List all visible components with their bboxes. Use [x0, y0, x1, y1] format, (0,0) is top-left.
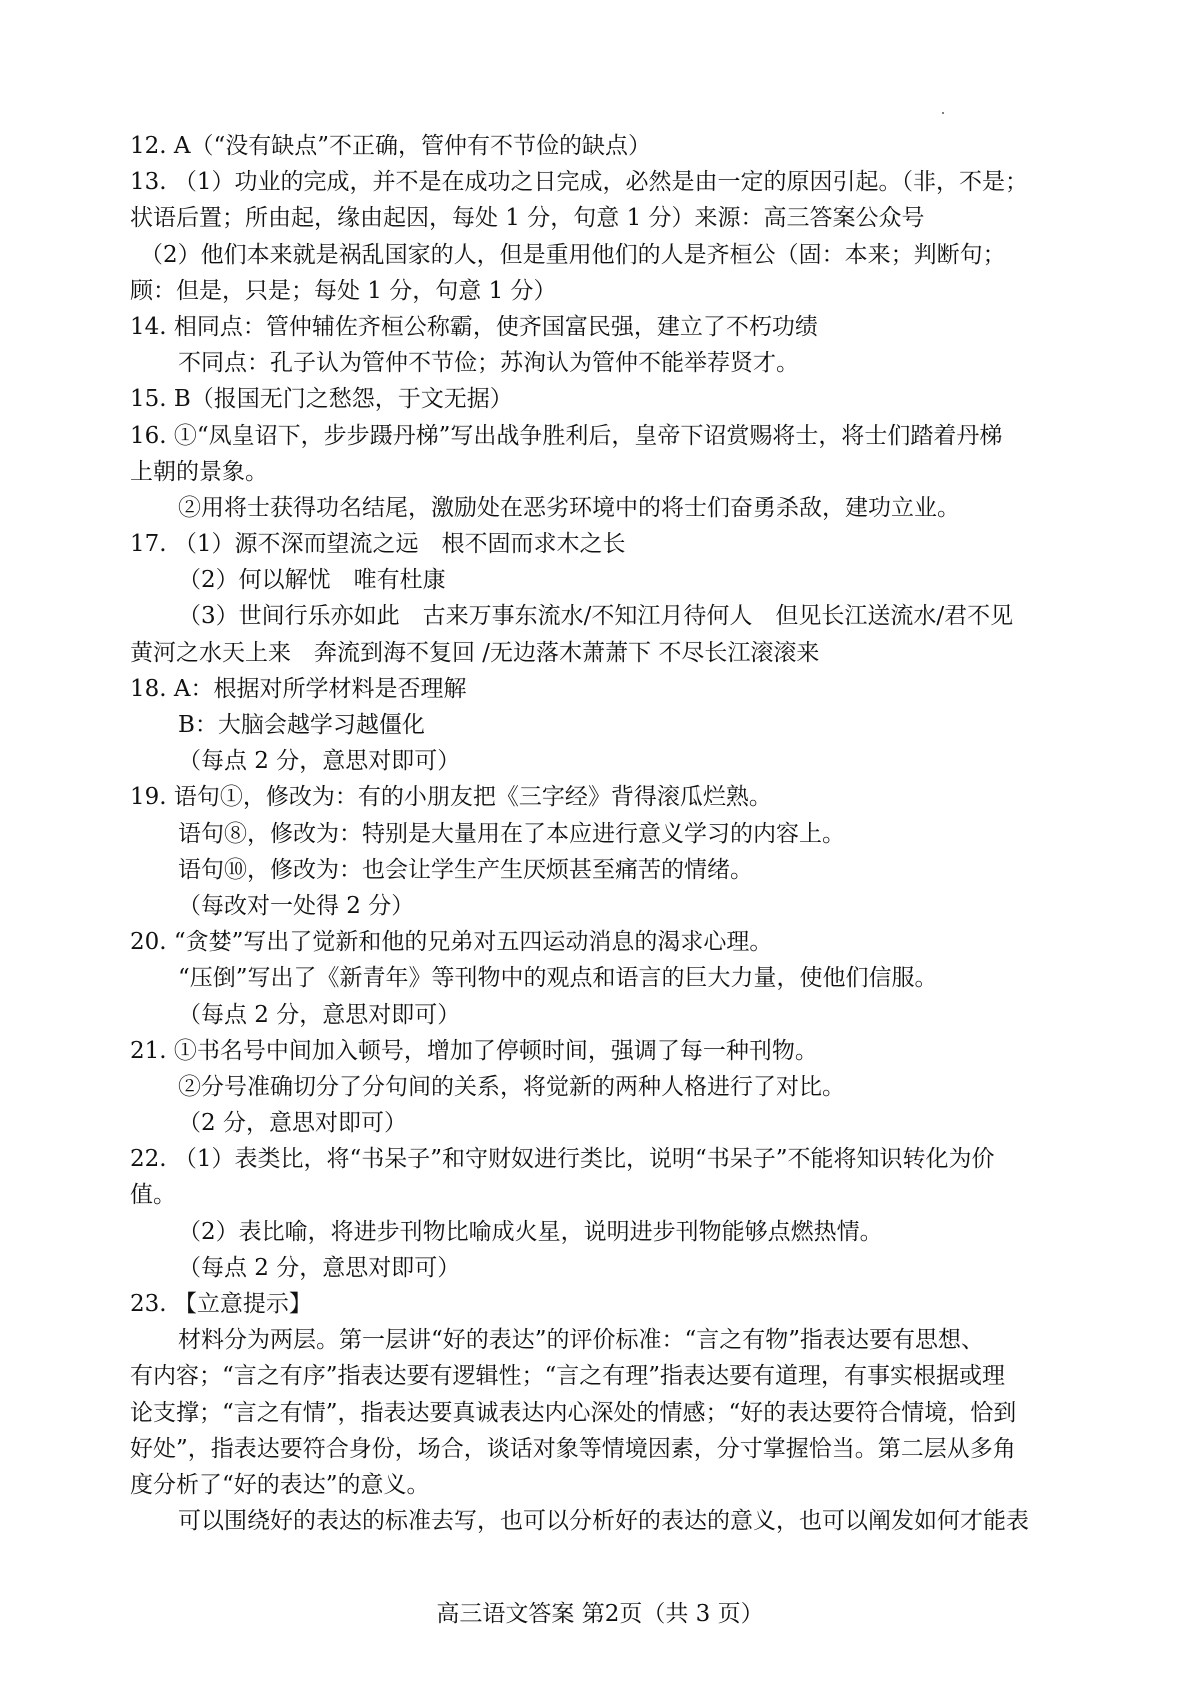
scan-speck: [942, 112, 944, 114]
answer-line: 不同点：孔子认为管仲不节俭；苏洵认为管仲不能举荐贤才。: [178, 350, 799, 377]
answer-line: 19. 语句①，修改为：有的小朋友把《三字经》背得滚瓜烂熟。: [130, 784, 772, 811]
answer-line: （每点 2 分，意思对即可）: [178, 1254, 461, 1281]
answer-line: 16. ①“凤皇诏下，步步蹑丹梯”写出战争胜利后，皇帝下诏赏赐将士，将士们踏着丹梯: [130, 422, 1003, 449]
answer-line: （2 分，意思对即可）: [178, 1110, 407, 1137]
answer-line: 材料分为两层。第一层讲“好的表达”的评价标准：“言之有物”指表达要有思想、: [178, 1327, 985, 1354]
answer-line: 22. （1）表类比，将“书呆子”和守财奴进行类比，说明“书呆子”不能将知识转化为价: [130, 1146, 995, 1173]
answer-line: 黄河之水天上来 奔流到海不复回 /无边落木萧萧下 不尽长江滚滚来: [130, 639, 820, 666]
answer-line: 21. ①书名号中间加入顿号，增加了停顿时间，强调了每一种刊物。: [130, 1037, 818, 1064]
answer-line: 好处”，指表达要符合身份，场合，谈话对象等情境因素，分寸掌握恰当。第二层从多角: [130, 1435, 1016, 1462]
answer-line: ②用将士获得功名结尾，激励处在恶劣环境中的将士们奋勇杀敌，建功立业。: [178, 494, 960, 521]
answer-line: 17. （1）源不深而望流之远 根不固而求木之长: [130, 531, 626, 558]
answer-line: 状语后置；所由起，缘由起因，每处 1 分，句意 1 分）来源：高三答案公众号: [130, 205, 925, 232]
answer-line: 值。: [130, 1182, 176, 1209]
answer-line: （每点 2 分，意思对即可）: [178, 1001, 461, 1028]
answer-line: 12. A（“没有缺点”不正确，管仲有不节俭的缺点）: [130, 133, 652, 159]
answer-line: B：大脑会越学习越僵化: [178, 712, 425, 738]
answer-line: 23. 【立意提示】: [130, 1291, 312, 1317]
answer-line: 论支撑；“言之有情”，指表达要真诚表达内心深处的情感；“好的表达要符合情境，恰到: [130, 1399, 1017, 1426]
answer-line: （每改对一处得 2 分）: [178, 892, 415, 919]
answer-line: 顾：但是，只是；每处 1 分，句意 1 分）: [130, 277, 557, 304]
answer-line: 18. A：根据对所学材料是否理解: [130, 675, 467, 702]
answer-line: 语句⑩，修改为：也会让学生产生厌烦甚至痛苦的情绪。: [178, 856, 753, 883]
answer-line: 20. “贪婪”写出了觉新和他的兄弟对五四运动消息的渴求心理。: [130, 929, 773, 956]
answer-line: 14. 相同点：管仲辅佐齐桓公称霸，使齐国富民强，建立了不朽功绩: [130, 313, 818, 340]
page-footer: 高三语文答案 第2页（共 3 页）: [436, 1601, 764, 1627]
answer-line: “压倒”写出了《新青年》等刊物中的观点和语言的巨大力量，使他们信服。: [178, 965, 938, 992]
answer-line: ②分号准确切分了分句间的关系，将觉新的两种人格进行了对比。: [178, 1073, 845, 1100]
answer-line: 13. （1）功业的完成，并不是在成功之日完成，必然是由一定的原因引起。（非，不是；: [130, 169, 1029, 196]
answer-line: （每点 2 分，意思对即可）: [178, 748, 461, 775]
answer-line: 15. B（报国无门之愁怨，于文无据）: [130, 386, 513, 413]
answer-line: （2）他们本来就是祸乱国家的人，但是重用他们的人是齐桓公（固：本来；判断句；: [140, 241, 1006, 268]
answer-line: 上朝的景象。: [130, 458, 268, 485]
answer-line: （2）表比喻，将进步刊物比喻成火星，说明进步刊物能够点燃热情。: [178, 1218, 883, 1245]
answer-line: 度分析了“好的表达”的意义。: [130, 1471, 430, 1498]
answer-line: 可以围绕好的表达的标准去写，也可以分析好的表达的意义，也可以阐发如何才能表: [178, 1508, 1029, 1535]
answer-line: 语句⑧，修改为：特别是大量用在了本应进行意义学习的内容上。: [178, 820, 845, 847]
answer-line: 有内容；“言之有序”指表达要有逻辑性；“言之有理”指表达要有道理，有事实根据或理: [130, 1363, 1006, 1390]
answer-line: （2）何以解忧 唯有杜康: [178, 567, 446, 594]
answer-line: （3）世间行乐亦如此 古来万事东流水/不知江月待何人 但见长江送流水/君不见: [178, 603, 1014, 630]
answer-content: [130, 128, 1080, 1539]
